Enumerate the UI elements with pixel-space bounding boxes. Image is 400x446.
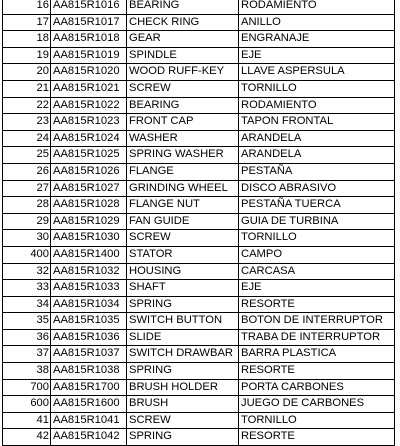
table-row <box>3 213 395 230</box>
part-name-spanish-cell: PESTAÑA <box>239 163 395 180</box>
table-row <box>3 114 395 131</box>
part-name-spanish-cell: PORTA CARBONES <box>239 379 395 396</box>
table-row <box>3 14 395 31</box>
part-name-spanish-cell: BOTON DE INTERRUPTOR <box>239 313 395 330</box>
table-row <box>3 180 395 197</box>
table-row <box>3 197 395 214</box>
table-row <box>3 412 395 429</box>
part-name-spanish-cell: DISCO ABRASIVO <box>239 180 395 197</box>
part-name-spanish-cell: ARANDELA <box>239 130 395 147</box>
part-name-spanish-cell: EJE <box>239 47 395 64</box>
table-row <box>3 97 395 114</box>
part-code-cell: AA815R1041 <box>51 412 127 429</box>
part-name-english-cell: SHAFT <box>127 280 239 297</box>
part-code-cell: AA815R1029 <box>51 213 127 230</box>
part-name-english-cell: SPRING <box>127 363 239 380</box>
part-name-spanish-cell: ARANDELA <box>239 147 395 164</box>
part-name-spanish-cell: TORNILLO <box>239 230 395 247</box>
part-name-spanish-cell: TAPON FRONTAL <box>239 114 395 131</box>
part-name-english-cell: SCREW <box>127 412 239 429</box>
part-number-cell: 27 <box>3 180 51 197</box>
part-name-english-cell: BRUSH <box>127 396 239 413</box>
part-code-cell: AA815R1035 <box>51 313 127 330</box>
part-name-english-cell: SWITCH BUTTON <box>127 313 239 330</box>
part-number-cell: 37 <box>3 346 51 363</box>
part-number-cell: 34 <box>3 296 51 313</box>
table-row <box>3 329 395 346</box>
table-row <box>3 429 395 446</box>
part-code-cell: AA815R1027 <box>51 180 127 197</box>
part-number-cell: 600 <box>3 396 51 413</box>
part-name-english-cell: SPRING <box>127 429 239 446</box>
part-name-english-cell: HOUSING <box>127 263 239 280</box>
table-row <box>3 130 395 147</box>
part-number-cell: 25 <box>3 147 51 164</box>
part-name-english-cell: SPRING WASHER <box>127 147 239 164</box>
part-name-spanish-cell: GUIA DE TURBINA <box>239 213 395 230</box>
table-row <box>3 346 395 363</box>
part-code-cell: AA815R1025 <box>51 147 127 164</box>
table-row <box>3 263 395 280</box>
table-row <box>3 147 395 164</box>
part-code-cell: AA815R1032 <box>51 263 127 280</box>
table-row <box>3 313 395 330</box>
part-name-spanish-cell: ANILLO <box>239 14 395 31</box>
part-name-spanish-cell: RESORTE <box>239 429 395 446</box>
part-name-english-cell: SCREW <box>127 80 239 97</box>
table-row <box>3 80 395 97</box>
part-code-cell: AA815R1038 <box>51 363 127 380</box>
table-row <box>3 64 395 81</box>
part-name-spanish-cell: TORNILLO <box>239 412 395 429</box>
part-code-cell: AA815R1023 <box>51 114 127 131</box>
part-name-spanish-cell: JUEGO DE CARBONES <box>239 396 395 413</box>
part-code-cell: AA815R1020 <box>51 64 127 81</box>
part-name-english-cell: WASHER <box>127 130 239 147</box>
part-number-cell: 23 <box>3 114 51 131</box>
part-code-cell: AA815R1600 <box>51 396 127 413</box>
part-number-cell: 700 <box>3 379 51 396</box>
table-row <box>3 47 395 64</box>
part-name-english-cell: FRONT CAP <box>127 114 239 131</box>
parts-table-body <box>3 0 395 446</box>
part-code-cell: AA815R1021 <box>51 80 127 97</box>
part-name-english-cell: STATOR <box>127 246 239 263</box>
table-row <box>3 296 395 313</box>
part-number-cell: 22 <box>3 97 51 114</box>
part-name-spanish-cell: CARCASA <box>239 263 395 280</box>
part-code-cell: AA815R1019 <box>51 47 127 64</box>
part-code-cell: AA815R1022 <box>51 97 127 114</box>
table-row <box>3 230 395 247</box>
part-name-english-cell: SPINDLE <box>127 47 239 64</box>
part-name-spanish-cell: LLAVE ASPERSULA <box>239 64 395 81</box>
part-name-english-cell: FLANGE <box>127 163 239 180</box>
part-number-cell: 26 <box>3 163 51 180</box>
table-row <box>3 379 395 396</box>
part-name-english-cell: SCREW <box>127 230 239 247</box>
part-number-cell: 28 <box>3 197 51 214</box>
part-name-english-cell: SPRING <box>127 296 239 313</box>
part-number-cell: 32 <box>3 263 51 280</box>
part-name-spanish-cell: TRABA DE INTERRUPTOR <box>239 329 395 346</box>
part-name-english-cell: GEAR <box>127 31 239 48</box>
part-number-cell: 19 <box>3 47 51 64</box>
part-number-cell: 24 <box>3 130 51 147</box>
part-name-english-cell: SWITCH DRAWBAR <box>127 346 239 363</box>
table-row <box>3 363 395 380</box>
part-name-spanish-cell: RODAMIENTO <box>239 0 395 14</box>
part-code-cell: AA815R1016 <box>51 0 127 14</box>
part-number-cell: 18 <box>3 31 51 48</box>
part-name-spanish-cell: ENGRANAJE <box>239 31 395 48</box>
part-name-spanish-cell: EJE <box>239 280 395 297</box>
part-number-cell: 16 <box>3 0 51 14</box>
part-name-english-cell: FAN GUIDE <box>127 213 239 230</box>
part-name-spanish-cell: BARRA PLASTICA <box>239 346 395 363</box>
parts-table <box>2 0 395 446</box>
part-name-english-cell: GRINDING WHEEL <box>127 180 239 197</box>
part-code-cell: AA815R1037 <box>51 346 127 363</box>
table-row <box>3 280 395 297</box>
part-name-english-cell: SLIDE <box>127 329 239 346</box>
part-name-english-cell: CHECK RING <box>127 14 239 31</box>
table-row <box>3 396 395 413</box>
part-number-cell: 33 <box>3 280 51 297</box>
part-code-cell: AA815R1018 <box>51 31 127 48</box>
part-code-cell: AA815R1028 <box>51 197 127 214</box>
part-code-cell: AA815R1036 <box>51 329 127 346</box>
part-code-cell: AA815R1024 <box>51 130 127 147</box>
part-number-cell: 30 <box>3 230 51 247</box>
part-number-cell: 41 <box>3 412 51 429</box>
table-row <box>3 31 395 48</box>
part-code-cell: AA815R1030 <box>51 230 127 247</box>
part-code-cell: AA815R1700 <box>51 379 127 396</box>
part-code-cell: AA815R1033 <box>51 280 127 297</box>
part-name-spanish-cell: RODAMIENTO <box>239 97 395 114</box>
part-name-spanish-cell: RESORTE <box>239 363 395 380</box>
table-row <box>3 0 395 14</box>
part-number-cell: 17 <box>3 14 51 31</box>
table-row <box>3 246 395 263</box>
part-code-cell: AA815R1034 <box>51 296 127 313</box>
part-number-cell: 35 <box>3 313 51 330</box>
table-row <box>3 163 395 180</box>
part-number-cell: 29 <box>3 213 51 230</box>
part-code-cell: AA815R1400 <box>51 246 127 263</box>
part-name-spanish-cell: PESTAÑA TUERCA <box>239 197 395 214</box>
part-number-cell: 21 <box>3 80 51 97</box>
part-name-english-cell: BRUSH HOLDER <box>127 379 239 396</box>
part-number-cell: 36 <box>3 329 51 346</box>
part-name-english-cell: BEARING <box>127 97 239 114</box>
part-name-english-cell: BEARING <box>127 0 239 14</box>
part-name-spanish-cell: TORNILLO <box>239 80 395 97</box>
part-number-cell: 20 <box>3 64 51 81</box>
part-code-cell: AA815R1026 <box>51 163 127 180</box>
part-number-cell: 400 <box>3 246 51 263</box>
part-name-spanish-cell: CAMPO <box>239 246 395 263</box>
part-name-english-cell: WOOD RUFF-KEY <box>127 64 239 81</box>
part-name-spanish-cell: RESORTE <box>239 296 395 313</box>
part-name-english-cell: FLANGE NUT <box>127 197 239 214</box>
part-number-cell: 38 <box>3 363 51 380</box>
part-code-cell: AA815R1042 <box>51 429 127 446</box>
part-number-cell: 42 <box>3 429 51 446</box>
part-code-cell: AA815R1017 <box>51 14 127 31</box>
